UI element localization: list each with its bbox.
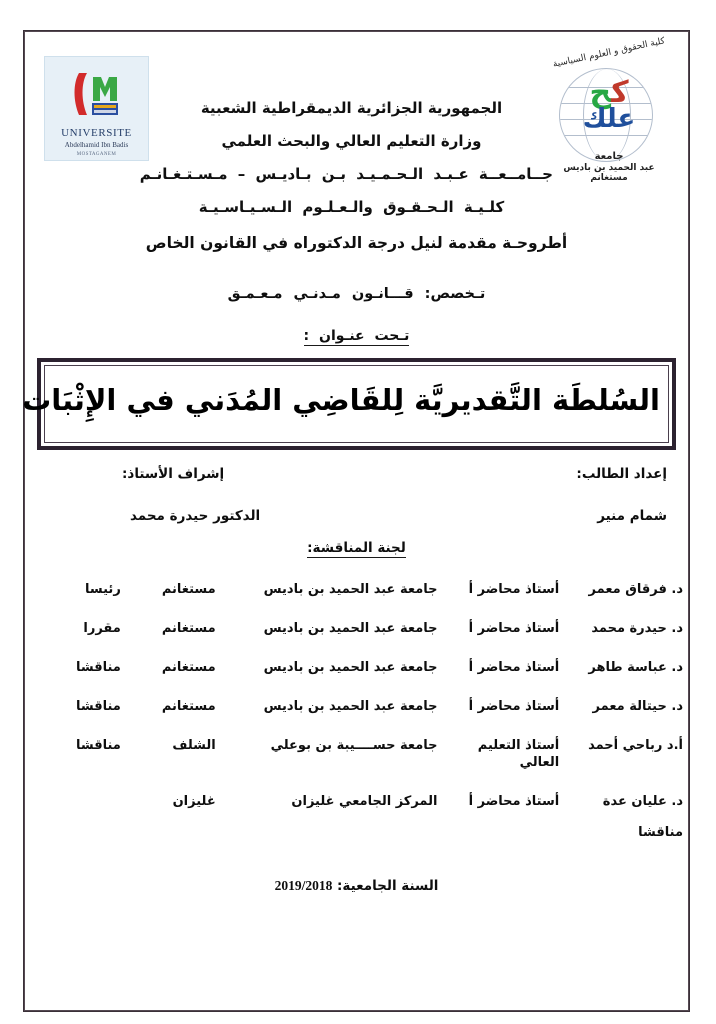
jury-heading [30, 540, 683, 556]
table-row [30, 570, 683, 609]
university-logo-title: UNIVERSITE [61, 127, 132, 139]
jury-member-city: الشلف [172, 738, 216, 753]
table-row [30, 687, 683, 726]
jury-member-university: جامعة حســــيبة بن بوعلي [270, 738, 438, 753]
jury-member-rank: أستاذ محاضر أ [468, 621, 560, 636]
faculty-logo-footer-3: مستغانم [590, 173, 628, 183]
faculty-logo [543, 36, 675, 184]
page-header [30, 36, 683, 216]
header-line-faculty: كلـيـة الـحـقـوق والـعـلـوم الـسـيـاسـيـة [198, 198, 505, 216]
degree-block [30, 230, 683, 344]
jury-member-role-wrapped: مناقشا [638, 825, 683, 840]
jury-member-rank: أستاذ محاضر أ [468, 582, 560, 597]
jury-member-rank: أستاذ التعليم العالي [477, 738, 560, 770]
jury-member-name: د. عليان عدة [602, 794, 683, 809]
jury-member-university: جامعة عبد الحميد بن باديس [263, 621, 438, 636]
jury-member-role: مناقشا [75, 738, 121, 753]
faculty-logo-arc-text: كلية الحقوق و العلوم السياسية [551, 36, 667, 70]
jury-member-city: مستغانم [161, 699, 216, 714]
header-line-ministry: وزارة التعليم العالي والبحث العلمي [221, 132, 482, 150]
jury-member-university: جامعة عبد الحميد بن باديس [263, 660, 438, 675]
jury-member-name: د. عباسة طاهر [588, 660, 683, 675]
jury-heading-text: لجنة المناقشة: [307, 540, 406, 556]
jury-member-rank: أستاذ محاضر أ [468, 794, 560, 809]
jury-member-university: جامعة عبد الحميد بن باديس [263, 582, 438, 597]
supervisor-column [122, 464, 261, 526]
jury-member-rank: أستاذ محاضر أ [468, 660, 560, 675]
faculty-logo-glyph-2: ح [589, 75, 612, 110]
jury-member-city: مستغانم [161, 660, 216, 675]
jury-member-role [30, 782, 121, 852]
student-label: إعداد الطالب: [576, 466, 667, 482]
academic-year-label: السنة الجامعية: [337, 878, 439, 894]
under-title-label-text: تـحت عنـوان : [303, 328, 410, 344]
under-title-label [30, 328, 683, 344]
jury-member-rank: أستاذ محاضر أ [468, 699, 560, 714]
table-row [30, 609, 683, 648]
university-logo-mark [45, 67, 148, 123]
degree-speciality: تـخصص: قـــانـون مـدنـي مـعـمـق [227, 286, 486, 302]
degree-statement: أطروحـة مقدمة لنيل درجة الدكتوراه في القانون الخاص [145, 234, 568, 252]
university-logo-subtitle: Abdelhamid Ibn Badis [64, 141, 129, 149]
institution-header-lines [139, 92, 553, 224]
faculty-logo-footer-1: جامعة [594, 151, 624, 162]
author-supervisor-block [30, 464, 683, 538]
student-column [576, 464, 667, 526]
jury-member-role: مناقشا [75, 660, 121, 675]
jury-member-name: أ.د رباحي أحمد [588, 738, 683, 753]
jury-table [30, 570, 683, 852]
header-line-republic: الجمهورية الجزائرية الديمقراطية الشعبية [200, 99, 503, 117]
header-line-university: جــامــعــة عـبـد الـحـمـيـد بـن بـاديـس – مـسـتـغـانـم [139, 165, 553, 183]
student-name: شمام منير [597, 508, 667, 524]
page-content [22, 36, 683, 1006]
jury-member-name: د. فرقاق معمر [588, 582, 683, 597]
jury-member-name: د. حيدرة محمد [591, 621, 683, 636]
academic-year-value: 2019/2018 [274, 878, 333, 893]
jury-member-university: المركز الجامعي غليزان [291, 794, 438, 809]
table-row [30, 648, 683, 687]
thesis-title-box [22, 358, 676, 450]
jury-member-city: مستغانم [161, 582, 216, 597]
thesis-title: السُلطَة التَّقديريَّة لِلقَاضِي المُدَني في الإِثْبَات [22, 383, 660, 417]
university-logo-subtitle-secondary: MOSTAGANEM [76, 152, 117, 157]
jury-member-university: جامعة عبد الحميد بن باديس [263, 699, 438, 714]
jury-member-name-cell [559, 782, 683, 852]
jury-member-name: د. حيتالة معمر [592, 699, 683, 714]
faculty-logo-footer-2: عبد الحميد بن باديس [563, 163, 655, 173]
table-row [30, 726, 683, 782]
university-logo [44, 56, 149, 161]
jury-member-city: غليزان [172, 794, 216, 809]
jury-member-role: مناقشا [75, 699, 121, 714]
table-row [30, 782, 683, 852]
jury-member-role: رئيسا [85, 582, 121, 597]
supervisor-label: إشراف الأستاذ: [122, 466, 225, 482]
jury-member-city: مستغانم [161, 621, 216, 636]
thesis-title-box-inner [22, 365, 669, 443]
academic-year [30, 878, 683, 894]
supervisor-name: الدكتور حيدرة محمد [129, 508, 261, 524]
faculty-logo-glyphs-row2: علك [582, 104, 636, 134]
jury-member-role: مقررا [83, 621, 121, 636]
faculty-logo-glyph-1: ك [611, 75, 629, 110]
